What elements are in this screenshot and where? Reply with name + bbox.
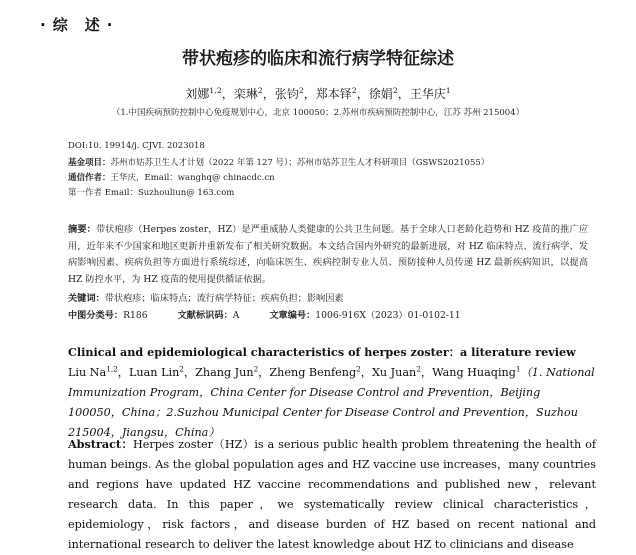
author-cn: 郑本铎$^2$: [315, 86, 357, 101]
first-author-value: Email：Suzhouliun@ 163.com: [102, 188, 235, 198]
author-cn: 刘娜$^{1,2}$: [185, 86, 222, 101]
classification-line: [68, 307, 461, 321]
affiliation-cn: （1.中国疾病预防控制中心免疫规划中心，北京 100050；2.苏州市疾病预防控制中心，江苏 苏州 215004）: [111, 108, 525, 118]
section-tag: [40, 14, 119, 35]
article-no-label: 文章编号：: [269, 310, 316, 321]
corresponding-label: 通信作者：: [68, 173, 111, 183]
funding-label: 基金项目：: [68, 158, 111, 168]
section-label: 综 述: [52, 16, 101, 34]
first-author-line: [68, 186, 234, 198]
author-en: Luan Lin$^2$: [129, 364, 184, 379]
author-cn: 栾琳$^2$: [233, 86, 263, 101]
abstract-en-text: Herpes zoster（HZ）is a serious public health problem threatening the health of human beings. As the global population ages and HZ vaccine use increases，many countries and regions have updated HZ vaccine recommendations and published new，relevant research data. In this paper，we systematically review clinical characteristics，epidemiology，risk factors，and disease burden of HZ based on recent national and international research to deliver the latest knowledge about HZ to clinicians and disease: [68, 438, 597, 551]
corresponding-value: 王华庆，Email：wanghq@ chinacdc.cn: [110, 173, 275, 183]
author-en: Xu Juan$^2$: [371, 364, 421, 379]
abstract-en-label: Abstract：: [68, 437, 133, 451]
section-bullet-end: ·: [106, 16, 114, 34]
funding-value: 苏州市姑苏卫生人才计划（2022 年第 127 号）；苏州市姑苏卫生人才科研项目（GSWS2021055）: [110, 158, 490, 168]
abstract-en: [68, 434, 596, 555]
author-cn: 王华庆$^1$: [409, 86, 451, 101]
doc-code-value: A: [232, 310, 240, 321]
article-title-en: Clinical and epidemiological characteristics of herpes zoster：a literature review: [68, 345, 576, 359]
author-cn: 徐娟$^2$: [368, 86, 398, 101]
clc-value: R186: [123, 310, 148, 321]
corresponding-author-line: [68, 171, 275, 183]
keywords-cn-text: 带状疱疹；临床特点；流行病学特征；疾病负担；影响因素: [104, 293, 344, 304]
english-header: Clinical and epidemiological characteristics of herpes zoster：a literature review Liu Na$^{1,2}$，Luan Lin$^2$，Zhang Jun$^2$，Zheng Benfeng$^2$，Xu Juan$^2$，Wang Huaqing$^1$（1. National Immunization Program，China Center for Disease Control and Prevention，Beijing 100050，China；2.Suzhou Municipal Center for Disease Control and Prevention，Suzhou 215004，Jiangsu，China）: [68, 345, 595, 439]
first-author-label: 第一作者: [68, 188, 103, 198]
clc-label: 中图分类号：: [68, 310, 124, 321]
author-en: Zheng Benfeng$^2$: [269, 364, 361, 379]
abstract-cn: [68, 222, 588, 288]
doc-code-label: 文献标识码：: [177, 310, 233, 321]
funding-line: [68, 156, 489, 168]
abstract-cn-text: 带状疱疹（Herpes zoster，HZ）是严重威胁人类健康的公共卫生问题。基于全球人口老龄化趋势和 HZ 疫苗的推广应用，近年来不少国家和地区更新并重新发布了相关研究数据。本文结合国内外研究的最新进展，对 HZ 临床特点、流行病学、发病影响因素、疾病负担等方面进行系统综述，向临床医生、疾病控制专业人员、预防接种人员传递 HZ 最新疾病知识，以提高 HZ 防控水平，为 HZ 疫苗的使用提供循证依据。: [68, 224, 588, 285]
doi-line: DOI:10. 19914/j. CJVI. 2023018: [68, 141, 205, 151]
article-title-cn: 带状疱疹的临床和流行病学特征综述: [182, 49, 454, 69]
author-en: Liu Na$^{1,2}$: [68, 364, 118, 379]
author-list-cn: 刘娜$^{1,2}$，栾琳$^2$，张钧$^2$，郑本铎$^2$，徐娟$^2$，王华庆$^1$: [185, 86, 451, 101]
article-no-value: 1006-916X（2023）01-0102-11: [315, 310, 461, 321]
author-cn: 张钧$^2$: [274, 86, 304, 101]
author-en: Zhang Jun$^2$: [195, 364, 259, 379]
abstract-cn-label: 摘要：: [68, 224, 96, 235]
affiliation-en: （1. National Immunization Program，China Center for Disease Control and Prevention，Beijing 100050，China；2.Suzhou Municipal Center for Disease Control and Prevention，Suzhou 215004，Jiangsu，China）: [68, 366, 595, 439]
keywords-cn-label: 关键词：: [68, 293, 105, 304]
section-bullet-start: ·: [40, 16, 47, 34]
author-en: Wang Huaqing$^1$: [432, 364, 521, 379]
keywords-cn: [68, 290, 344, 304]
